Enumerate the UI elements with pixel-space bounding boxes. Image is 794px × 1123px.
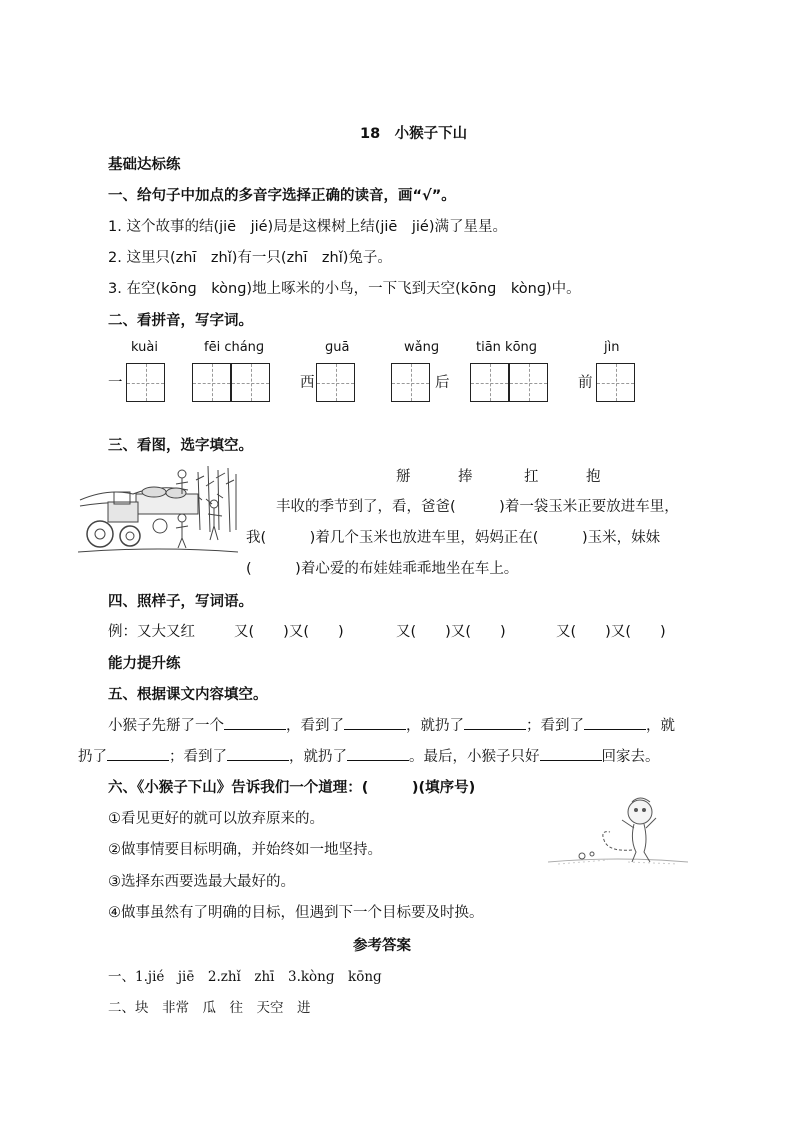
pinyin-6: jìn — [604, 340, 620, 355]
q6-option: ③选择东西要选最大最好的。 — [108, 874, 295, 890]
q5-text: 。最后，小猴子只好 — [409, 749, 540, 765]
q5-text: 回家去。 — [601, 749, 660, 765]
q3-line-3: ( )着心爱的布娃娃乖乖地坐在车上。 — [246, 561, 519, 577]
page-title: 18 小猴子下山 — [360, 126, 468, 142]
fill-blank[interactable] — [224, 715, 286, 730]
q6-option: ④做事虽然有了明确的目标，但遇到下一个目标要及时换。 — [108, 905, 484, 921]
q6-heading — [108, 776, 475, 797]
word-option: 捧 — [458, 469, 473, 485]
fill-blank[interactable] — [347, 746, 409, 761]
section-basic-heading: 基础达标练 — [108, 157, 181, 173]
q3-heading: 三、看图，选字填空。 — [108, 438, 253, 454]
answers-heading: 参考答案 — [353, 938, 411, 954]
q6-heading-pre: 六、《小猴子下山》告诉我们 — [108, 780, 290, 796]
pinyin-3: ɡuā — [325, 340, 350, 355]
fill-blank[interactable] — [227, 746, 289, 761]
suffix-hou: 后 — [435, 375, 450, 391]
pinyin-1: kuài — [131, 340, 158, 355]
q2-heading: 二、看拼音，写字词。 — [108, 313, 253, 329]
q5-text: 小猴子先掰了一个 — [108, 718, 224, 734]
q6-option: ②做事情要目标明确，并始终如一地坚持。 — [108, 842, 382, 858]
fill-blank[interactable] — [107, 746, 169, 761]
writing-box[interactable] — [316, 363, 355, 402]
pinyin-2: fēi chánɡ — [204, 340, 265, 355]
writing-box[interactable] — [231, 363, 270, 402]
fill-blank[interactable] — [584, 715, 646, 730]
pinyin-4: wǎnɡ — [404, 340, 440, 355]
writing-box[interactable] — [596, 363, 635, 402]
monkey-illustration — [548, 790, 688, 870]
q4-item: 又( )又( ) — [234, 624, 344, 640]
q4-heading: 四、照样子，写词语。 — [108, 594, 253, 610]
q4-item: 又( )又( ) — [556, 624, 666, 640]
word-option: 掰 — [396, 469, 411, 485]
q5-text: ，就扔了 — [289, 749, 347, 765]
pinyin-5: tiān kōnɡ — [476, 340, 538, 355]
q3-line-2: 我( )着几个玉米也放进车里，妈妈正在( )玉米，妹妹 — [246, 530, 661, 546]
writing-box[interactable] — [192, 363, 231, 402]
section-advanced-heading: 能力提升练 — [108, 656, 181, 672]
writing-box[interactable] — [470, 363, 509, 402]
q6-heading-emphasis: 一个 — [289, 780, 319, 796]
prefix-xi: 西 — [300, 375, 315, 391]
q6-heading-post: 道理：( )(填序号) — [318, 780, 476, 796]
fill-blank[interactable] — [464, 715, 526, 730]
harvest-illustration — [78, 460, 238, 560]
q6-option: ①看见更好的就可以放弃原来的。 — [108, 811, 324, 827]
fill-blank[interactable] — [344, 715, 406, 730]
q5-text: ，就扔了 — [406, 718, 464, 734]
q4-example: 例：又大又红 — [108, 624, 195, 640]
q5-text: ，就 — [646, 718, 675, 734]
q5-text: ；看到了 — [169, 749, 227, 765]
q5-paragraph-line-2 — [78, 745, 660, 766]
q4-item: 又( )又( ) — [396, 624, 506, 640]
q1-line-2: 2. 这里只(zhī zhǐ)有一只(zhī zhǐ)兔子。 — [108, 250, 392, 266]
word-option: 抱 — [586, 469, 601, 485]
q1-line-3: 3. 在空(kōnɡ kònɡ)地上啄米的小鸟，一下飞到天空(kōnɡ kònɡ)中。 — [108, 281, 581, 297]
writing-box[interactable] — [391, 363, 430, 402]
q5-text: 扔了 — [78, 749, 107, 765]
q5-paragraph-line-1 — [108, 714, 675, 735]
q5-text: ；看到了 — [526, 718, 584, 734]
prefix-yi: 一 — [108, 375, 123, 391]
q1-line-1: 1. 这个故事的结(jiē jié)局是这棵树上结(jiē jié)满了星星。 — [108, 219, 507, 235]
q5-heading: 五、根据课文内容填空。 — [108, 687, 268, 703]
writing-box[interactable] — [126, 363, 165, 402]
q1-heading: 一、给句子中加点的多音字选择正确的读音，画“√”。 — [108, 188, 456, 204]
fill-blank[interactable] — [540, 746, 602, 761]
q5-text: ，看到了 — [286, 718, 344, 734]
q3-line-1: 丰收的季节到了，看，爸爸( )着一袋玉米正要放进车里， — [276, 499, 679, 515]
prefix-qian: 前 — [578, 375, 593, 391]
word-option: 扛 — [524, 469, 539, 485]
writing-box[interactable] — [509, 363, 548, 402]
answer-line-1: 一、1.jié jiē 2.zhǐ zhī 3.kònɡ kōnɡ — [108, 969, 382, 985]
answer-line-2: 二、块 非常 瓜 往 天空 进 — [108, 1000, 311, 1016]
